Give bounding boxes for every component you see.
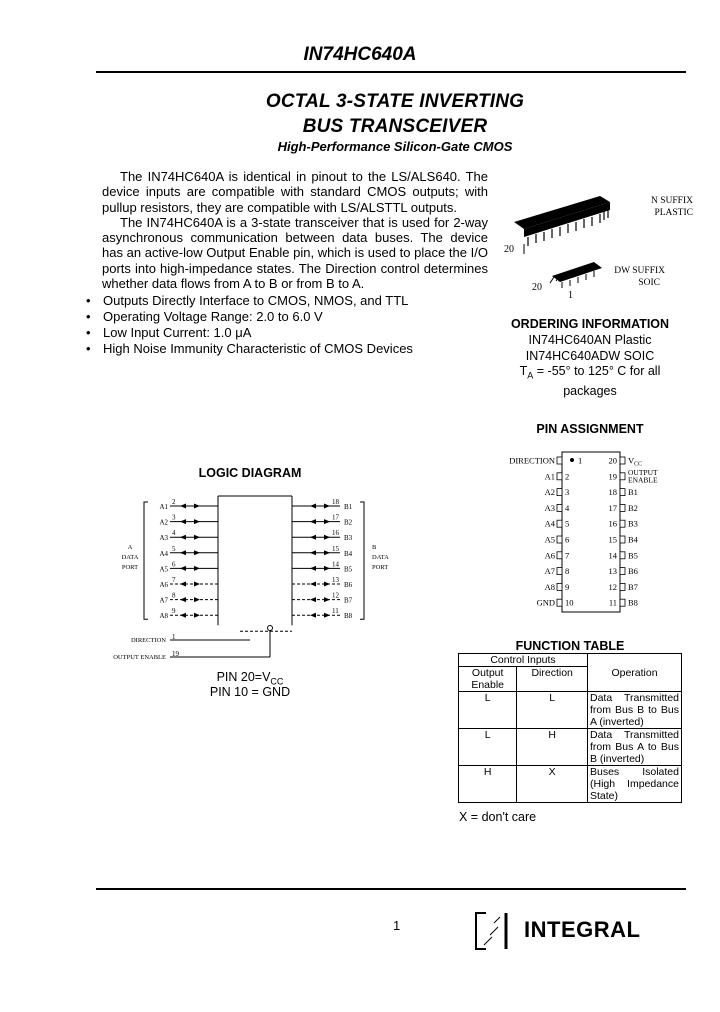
a-pin-number: 2: [172, 498, 176, 506]
oe-cell: L: [459, 692, 517, 729]
ordering-line: IN74HC640ADW SOIC: [525, 348, 655, 363]
b-arrow: [324, 535, 330, 540]
function-table: [458, 653, 682, 803]
b-pin-name: B6: [344, 581, 353, 589]
a-pin-name: A2: [159, 518, 168, 527]
pin-name-left: DIRECTION: [509, 455, 555, 466]
dip-package-icon: [504, 196, 610, 255]
pin-number-right: 14: [608, 550, 617, 561]
b-pin-name: B4: [344, 549, 353, 558]
oe-label: OUTPUT ENABLE: [113, 654, 166, 661]
a-pin-number: 4: [172, 529, 176, 538]
pin-number-right: 20: [608, 455, 617, 466]
b-arrow: [324, 550, 330, 555]
pin-name-left: A8: [544, 581, 555, 592]
b-pin-name: B8: [344, 612, 353, 621]
pin-stub: [557, 568, 562, 575]
ordering-line: packages: [563, 384, 617, 398]
b-arrow: [310, 582, 316, 587]
pin-name-right: $V_{CC}$: [628, 455, 643, 468]
a-pin-number: 5: [172, 544, 176, 553]
pin-stub: [557, 520, 562, 527]
b-arrow: [310, 613, 316, 618]
pin1-dot: [570, 458, 574, 462]
pin-number-left: 5: [565, 518, 570, 529]
b-port-label: DATA: [372, 554, 389, 561]
feature-item: • Outputs Directly Interface to CMOS, NMOS, and TTL: [86, 293, 486, 309]
a-arrow: [180, 597, 186, 602]
operation-header: Operation: [588, 654, 682, 692]
a-arrow: [194, 582, 200, 587]
dw-suffix-label: DW SUFFIX: [614, 266, 665, 276]
pin-stub: [557, 583, 562, 590]
function-table-title: FUNCTION TABLE: [515, 639, 625, 653]
b-pin-name: B5: [344, 565, 353, 574]
pin20-text: PIN 20=V: [216, 670, 271, 684]
b-pin-number: 13: [332, 576, 339, 584]
pin-stub: [620, 489, 625, 496]
b-arrow: [310, 550, 316, 555]
pin-number-right: 17: [608, 502, 617, 513]
b-pin-name: B7: [344, 596, 353, 605]
pin-name-right: ENABLE: [628, 475, 658, 485]
a-arrow: [194, 519, 200, 524]
page-number: 1: [393, 918, 401, 933]
direction-label: DIRECTION: [130, 637, 166, 644]
control-inputs-header: Control Inputs: [459, 654, 588, 667]
soic-package-icon: [532, 262, 602, 301]
table-row: [459, 729, 682, 766]
b-pin-name: B3: [344, 534, 353, 543]
b-arrow: [324, 597, 330, 602]
title-line-2: BUS TRANSCEIVER: [302, 116, 488, 137]
direction-pin-number: 1: [172, 633, 176, 641]
pin-assignment-title: PIN ASSIGNMENT: [536, 422, 644, 436]
b-pin-number: 14: [332, 560, 339, 569]
oe-pin-number: 19: [172, 650, 179, 658]
feature-item: • High Noise Immunity Characteristic of CMOS Devices: [86, 341, 486, 357]
a-pin-name: A3: [159, 534, 168, 543]
oe-cell: H: [459, 766, 517, 803]
a-arrow: [180, 535, 186, 540]
package-illustration: [500, 180, 700, 305]
table-row: [459, 692, 682, 729]
intro-paragraph-2: The IN74HC640A is a 3-state transceiver that is used for 2-way asynchronous communication between data buses. The device has an active-low Output Enable pin, which is used to place the I/O ports into high-impedance states. The Direction control determines whether data flows from A to B or from B to A.: [102, 214, 488, 292]
op-cell: Data Transmitted from Bus B to Bus A (inverted): [588, 692, 682, 729]
pin-name-right: B8: [628, 597, 638, 608]
ta-subscript: A: [527, 370, 534, 381]
b-arrow: [324, 613, 330, 618]
output-enable-header: Output Enable: [459, 667, 517, 692]
ta-symbol: T: [519, 364, 528, 378]
pin-stub: [557, 473, 562, 480]
dir-cell: L: [517, 692, 588, 729]
pin-stub: [620, 552, 625, 559]
pin-name-right: B5: [628, 550, 638, 561]
pin-name-right: B7: [628, 581, 638, 592]
b-arrow: [324, 566, 330, 571]
a-arrow: [180, 519, 186, 524]
pin-stub: [557, 457, 562, 464]
pin-name-right: B6: [628, 566, 638, 577]
pin-number-left: 10: [565, 597, 574, 608]
op-cell: Data Transmitted from Bus A to Bus B (inverted): [588, 729, 682, 766]
pin-number-left: 1: [578, 455, 583, 466]
intro-text: [102, 169, 488, 291]
soic-pin20-label: 20: [532, 282, 542, 293]
pin-number-left: 3: [565, 487, 570, 498]
a-pin-number: 7: [172, 576, 176, 584]
pin-stub: [557, 504, 562, 511]
ordering-info: [490, 333, 690, 400]
b-pin-number: 11: [332, 607, 339, 616]
feature-item: • Operating Voltage Range: 2.0 to 6.0 V: [86, 309, 486, 325]
b-pin-number: 15: [332, 544, 339, 553]
dir-cell: X: [517, 766, 588, 803]
a-port-label: DATA: [121, 554, 139, 561]
op-cell: Buses Isolated (High Impedance State): [588, 766, 682, 803]
pin-stub: [557, 599, 562, 606]
b-arrow: [310, 597, 316, 602]
a-pin-number: 6: [172, 560, 176, 569]
a-arrow: [180, 582, 186, 587]
b-arrow: [310, 535, 316, 540]
pin-name-left: A4: [544, 518, 555, 529]
feature-item: • Low Input Current: 1.0 μA: [86, 325, 486, 341]
pin-number-right: 13: [608, 566, 617, 577]
b-arrow: [324, 504, 330, 509]
a-arrow: [180, 504, 186, 509]
brand-name: INTEGRAL: [524, 917, 641, 942]
pin-stub: [557, 552, 562, 559]
ordering-title: ORDERING INFORMATION: [510, 317, 670, 331]
b-pin-number: 17: [332, 513, 339, 522]
b-pin-name: B2: [344, 518, 353, 527]
b-pin-number: 18: [332, 498, 339, 506]
pin-stub: [557, 489, 562, 496]
footer-rule: [96, 888, 686, 890]
integral-logo-icon: [472, 909, 514, 953]
oe-cell: L: [459, 729, 517, 766]
dw-soic-label: SOIC: [638, 278, 660, 288]
pin-name-right: B1: [628, 487, 638, 498]
a-pin-name: A6: [159, 581, 168, 589]
pin-stub: [620, 599, 625, 606]
pin-name-left: A7: [544, 566, 555, 577]
a-port-label: PORT: [121, 564, 139, 571]
pin-name-right: B2: [628, 502, 638, 513]
pin-name-right: OUTPUT: [628, 467, 658, 477]
pin-name-left: A1: [544, 471, 555, 482]
title-line-1: OCTAL 3-STATE INVERTING: [265, 91, 525, 112]
pin-number-left: 6: [565, 534, 570, 545]
b-port-label: B: [372, 544, 377, 551]
pin-name-left: A6: [544, 550, 555, 561]
pin-number-right: 19: [608, 471, 617, 482]
pin-number-right: 18: [608, 487, 617, 498]
a-pin-name: A8: [159, 612, 168, 621]
pin-number-left: 4: [565, 502, 570, 513]
a-pin-name: A1: [159, 503, 168, 511]
pin-stub: [620, 473, 625, 480]
oe-bubble: [268, 626, 273, 631]
pin-name-right: B4: [628, 534, 638, 545]
b-arrow: [310, 504, 316, 509]
pin-name-right: B3: [628, 518, 638, 529]
n-suffix-label: N SUFFIX: [651, 196, 693, 206]
a-pin-number: 3: [172, 513, 176, 522]
vcc-subscript: CC: [634, 461, 643, 468]
pin-name-left: A2: [544, 487, 555, 498]
intro-paragraph-1: The IN74HC640A is identical in pinout to the LS/ALS640. The device inputs are compatible with standard CMOS outputs; with pullup resistors, they are compatible with LS/ALSTTL outputs.: [102, 169, 488, 215]
pin-number-left: 8: [565, 566, 570, 577]
header-rule: [96, 71, 686, 73]
pin-name-left: GND: [536, 597, 555, 608]
vcc-subscript: CC: [270, 676, 284, 687]
a-pin-name: A5: [159, 565, 168, 574]
pin-stub: [620, 457, 625, 464]
a-arrow: [194, 504, 200, 509]
a-pin-name: A7: [159, 596, 168, 605]
a-pin-number: 8: [172, 591, 176, 600]
pin-number-right: 15: [608, 534, 617, 545]
pin-number-left: 2: [565, 471, 570, 482]
a-arrow: [180, 613, 186, 618]
a-port-label: A: [127, 544, 133, 551]
direction-header: Direction: [517, 667, 588, 692]
b-arrow: [310, 566, 316, 571]
b-pin-number: 12: [332, 591, 339, 600]
b-port-label: PORT: [372, 564, 389, 571]
dip-pin20-label: 20: [504, 244, 514, 255]
pin-number-right: 16: [608, 518, 617, 529]
pin-stub: [620, 520, 625, 527]
pin-number-left: 7: [565, 550, 570, 561]
b-pin-number: 16: [332, 529, 339, 538]
dir-cell: H: [517, 729, 588, 766]
pin-number-left: 9: [565, 581, 570, 592]
ordering-temp: [490, 364, 690, 384]
pin-stub: [620, 568, 625, 575]
pin10-gnd-note: PIN 10 = GND: [209, 685, 291, 699]
feature-list: [86, 293, 486, 357]
b-arrow: [324, 519, 330, 524]
a-arrow: [180, 550, 186, 555]
a-arrow: [180, 566, 186, 571]
ta-range: = -55° to 125° C for all: [533, 364, 661, 378]
pin-number-right: 11: [608, 597, 617, 608]
pin-stub: [557, 536, 562, 543]
pin-name-left: A3: [544, 502, 555, 513]
a-port-bracket: [144, 502, 148, 619]
a-arrow: [194, 613, 200, 618]
subtitle: High-Performance Silicon-Gate CMOS: [277, 139, 513, 154]
a-arrow: [194, 550, 200, 555]
logic-diagram: [100, 490, 400, 670]
soic-pin1-label: 1: [568, 290, 573, 301]
b-port-bracket: [360, 502, 364, 619]
n-plastic-label: PLASTIC: [654, 208, 693, 218]
pin-name-left: A5: [544, 534, 555, 545]
a-arrow: [194, 566, 200, 571]
a-pin-number: 9: [172, 607, 176, 616]
a-arrow: [194, 597, 200, 602]
header-part-number: IN74HC640A: [303, 44, 417, 65]
a-pin-name: A4: [159, 549, 168, 558]
pin-assignment-diagram: [498, 448, 668, 613]
pin-stub: [620, 583, 625, 590]
logic-diagram-title: LOGIC DIAGRAM: [198, 466, 302, 480]
pin-stub: [620, 536, 625, 543]
b-arrow: [310, 519, 316, 524]
b-arrow: [324, 582, 330, 587]
function-table-note: X = don't care: [459, 810, 537, 824]
ordering-line: IN74HC640AN Plastic: [528, 333, 652, 347]
table-row: [459, 766, 682, 803]
pin-number-right: 12: [608, 581, 617, 592]
b-pin-name: B1: [344, 503, 353, 511]
pin-stub: [620, 504, 625, 511]
a-arrow: [194, 535, 200, 540]
